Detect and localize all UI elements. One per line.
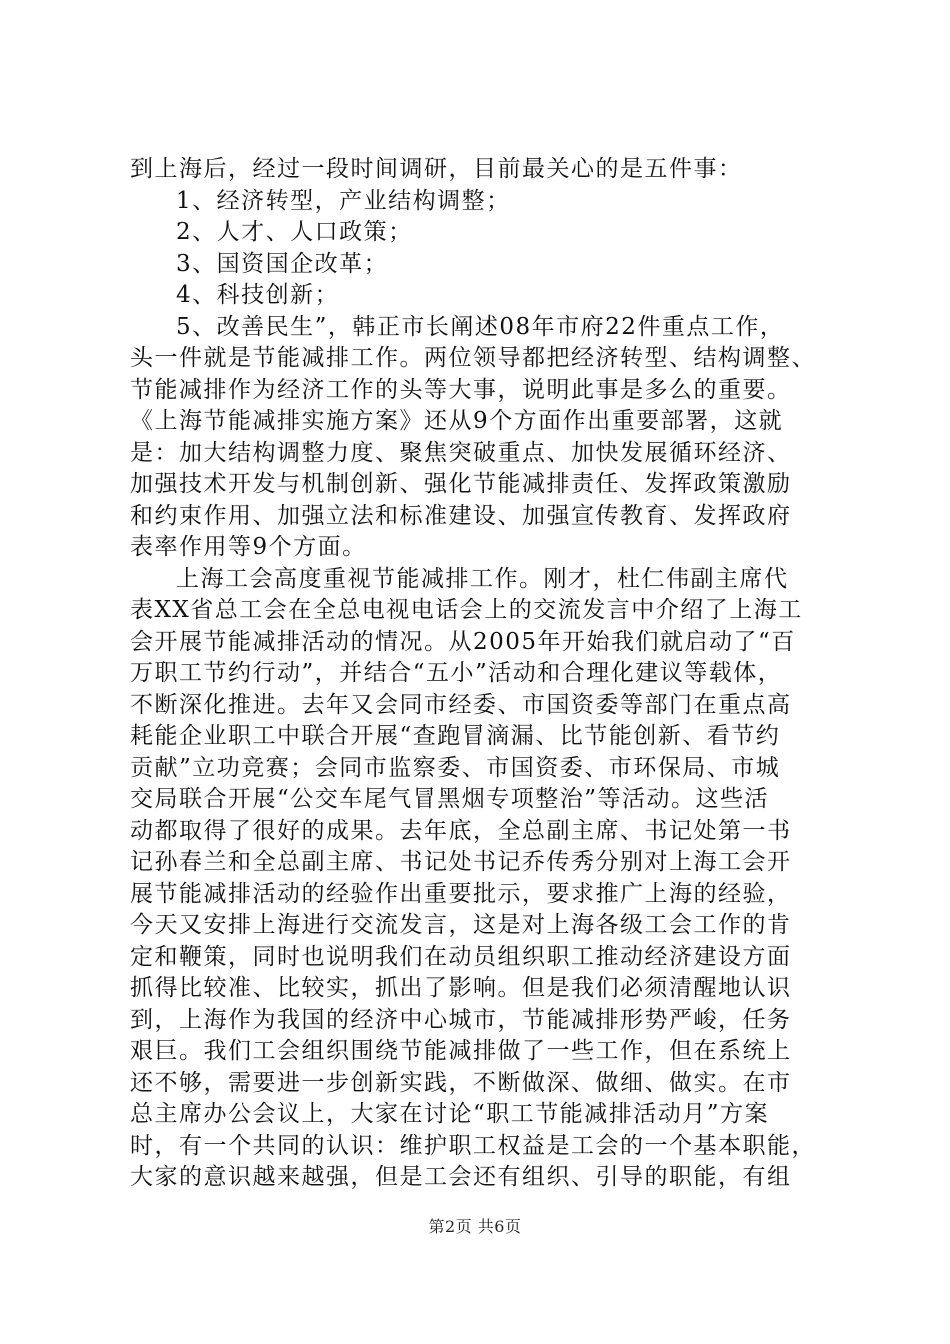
text-line: 交局联合开展“公交车尾气冒黑烟专项整治”等活动。这些活 [130, 786, 770, 812]
text-line: 3、国资国企改革； [176, 250, 389, 277]
text-line: 不断深化推进。去年又会同市经委、市国资委等部门在重点高 [130, 691, 792, 718]
text-line: 记孙春兰和全总副主席、书记处书记乔传秀分别对上海工会开 [130, 849, 792, 875]
text-line: 抓得比较准、比较实，抓出了影响。但是我们必须清醒地认识 [130, 975, 792, 1001]
text-line: 《上海节能减排实施方案》还从9个方面作出重要部署，这就 [130, 408, 784, 434]
text-line: 万职工节约行动”，并结合“五小”活动和合理化建议等载体， [130, 660, 783, 686]
text-line: 2、人才、人口政策； [176, 219, 413, 245]
text-line: 上海工会高度重视节能减排工作。刚才，杜仁伟副主席代 [176, 565, 789, 592]
text-line: 到，上海作为我国的经济中心城市，节能减排形势严峻，任务 [130, 1006, 792, 1033]
text-line: 动都取得了很好的成果。去年底，全总副主席、书记处第一书 [130, 817, 792, 844]
text-line: 5、改善民生”，韩正市长阐述08年市府22件重点工作， [176, 313, 785, 340]
text-line: 总主席办公会议上，大家在讨论“职工节能减排活动月”方案 [130, 1101, 770, 1127]
text-line: 贡献”立功竞赛；会同市监察委、市国资委、市环保局、市城 [130, 754, 781, 781]
text-line: 表率作用等9个方面。 [130, 534, 367, 560]
document-body [130, 154, 830, 1194]
text-line: 展节能减排活动的经验作出重要批示，要求推广上海的经验， [130, 880, 792, 907]
text-line: 加强技术开发与机制创新、强化节能减排责任、发挥政策激励 [130, 471, 792, 497]
text-line: 和约束作用、加强立法和标准建设、加强宣传教育、发挥政府 [130, 502, 792, 529]
text-line: 是：加大结构调整力度、聚焦突破重点、加快发展循环经济、 [130, 439, 792, 466]
text-line: 大家的意识越来越强，但是工会还有组织、引导的职能，有组 [130, 1164, 792, 1190]
text-line: 还不够，需要进一步创新实践，不断做深、做细、做实。在市 [130, 1069, 792, 1096]
text-line: 艰巨。我们工会组织围绕节能减排做了一些工作，但在系统上 [130, 1038, 792, 1064]
text-line: 定和鞭策，同时也说明我们在动员组织职工推动经济建设方面 [130, 943, 792, 970]
page-footer: 第2页 共6页 [428, 1217, 522, 1236]
text-line: 头一件就是节能减排工作。两位领导都把经济转型、结构调整、 [130, 345, 816, 371]
text-line: 耗能企业职工中联合开展“查跑冒滴漏、比节能创新、看节约 [130, 723, 781, 749]
text-line: 时，有一个共同的认识：维护职工权益是工会的一个基本职能， [130, 1132, 816, 1159]
text-line: 会开展节能减排活动的情况。从2005年开始我们就启动了“百 [130, 628, 796, 655]
text-line: 4、科技创新； [176, 282, 340, 308]
text-line: 节能减排作为经济工作的头等大事，说明此事是多么的重要。 [130, 376, 792, 403]
text-line: 表XX省总工会在全总电视电话会上的交流发言中介绍了上海工 [130, 597, 803, 623]
text-line: 1、经济转型，产业结构调整； [176, 187, 511, 214]
text-line: 到上海后，经过一段时间调研，目前最关心的是五件事： [130, 156, 743, 182]
text-line: 今天又安排上海进行交流发言，这是对上海各级工会工作的肯 [130, 912, 792, 938]
